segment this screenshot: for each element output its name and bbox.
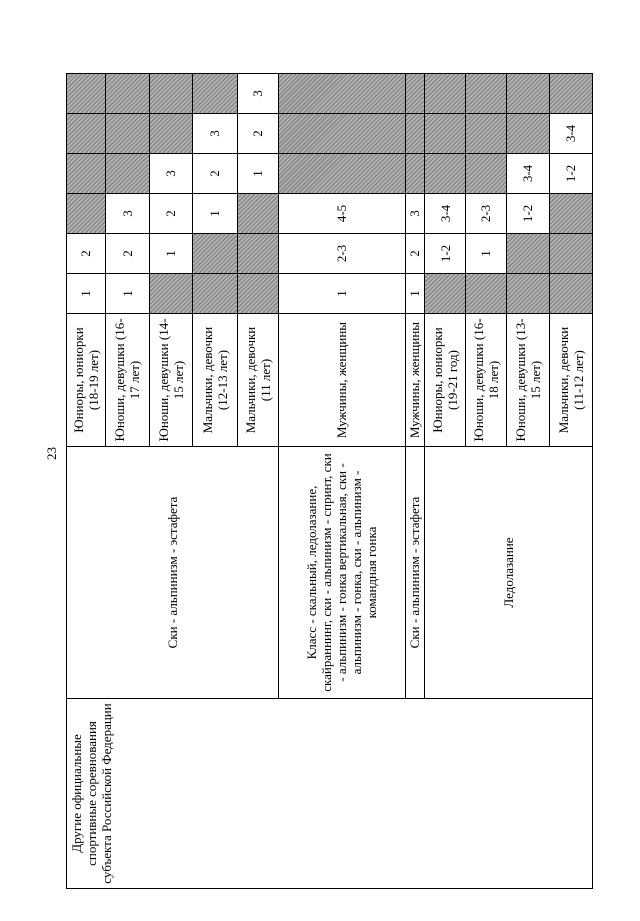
rank-cell-shaded (425, 74, 466, 114)
rank-cell-shaded (405, 154, 424, 194)
rank-cell: 2 (105, 234, 149, 274)
group-cell: Мужчины, женщины (278, 314, 405, 447)
rank-cell-shaded (466, 114, 507, 154)
rank-cell-shaded (238, 194, 279, 234)
rank-cell-shaded (278, 114, 405, 154)
rank-cell: 2 (149, 194, 192, 234)
rank-cell: 2 (192, 154, 237, 194)
rank-cell-shaded (506, 274, 549, 314)
rank-cell-shaded (549, 274, 592, 314)
rank-cell: 3-4 (549, 114, 592, 154)
ranks-table (66, 73, 593, 889)
rank-cell: 3 (105, 194, 149, 234)
rank-cell-shaded (67, 194, 106, 234)
rank-cell-shaded (466, 154, 507, 194)
rank-cell-shaded (67, 74, 106, 114)
page-number: 23 (44, 447, 59, 460)
rank-cell-shaded (149, 74, 192, 114)
table-row (67, 74, 106, 889)
rank-cell: 1 (149, 234, 192, 274)
rank-cell: 3 (405, 194, 424, 234)
rank-cell-shaded (67, 154, 106, 194)
group-cell: Мужчины, женщины (405, 314, 424, 447)
rank-cell-shaded (278, 74, 405, 114)
rank-cell-shaded (506, 74, 549, 114)
rank-cell-shaded (149, 274, 192, 314)
rank-cell-shaded (425, 114, 466, 154)
rank-cell-shaded (405, 74, 424, 114)
discipline-cell: Ски - альпинизм - эстафета (67, 447, 279, 699)
rank-cell: 2-3 (278, 234, 405, 274)
rank-cell: 1 (278, 274, 405, 314)
rank-cell-shaded (105, 74, 149, 114)
group-cell: Мальчики, девочки (11-12 лет) (549, 314, 592, 447)
rank-cell-shaded (192, 74, 237, 114)
rank-cell-shaded (425, 154, 466, 194)
group-cell: Юноши, девушки (14-15 лет) (149, 314, 192, 447)
rank-cell-shaded (192, 274, 237, 314)
group-cell: Юноши, девушки (16-18 лет) (466, 314, 507, 447)
discipline-cell: Класс - скальный, ледолазание, скайраннинг, ски - альпинизм - спринт, ски - альпинизм - гонка вертикальная, ски - альпинизм - гонка, ски - альпинизм - командная гонка (278, 447, 405, 699)
rank-cell: 3-4 (425, 194, 466, 234)
discipline-cell: Ски - альпинизм - эстафета (405, 447, 424, 699)
discipline-cell: Ледолазание (425, 447, 593, 699)
rank-cell-shaded (549, 234, 592, 274)
group-cell: Юноши, девушки (13-15 лет) (506, 314, 549, 447)
rotated-table-wrapper (66, 74, 593, 889)
rank-cell: 2 (238, 114, 279, 154)
rank-cell-shaded (466, 274, 507, 314)
rank-cell-shaded (466, 74, 507, 114)
rank-cell: 1 (192, 194, 237, 234)
rank-cell-shaded (149, 114, 192, 154)
rank-cell-shaded (67, 114, 106, 154)
rank-cell-shaded (105, 114, 149, 154)
rank-cell: 1 (405, 274, 424, 314)
rank-cell: 1-2 (425, 234, 466, 274)
rank-cell: 1 (105, 274, 149, 314)
rank-cell: 3 (238, 74, 279, 114)
rank-cell-shaded (278, 154, 405, 194)
group-cell: Юниоры, юниорки (18-19 лет) (67, 314, 106, 447)
rank-cell: 2 (405, 234, 424, 274)
rank-cell: 1-2 (549, 154, 592, 194)
group-cell: Мальчики, девочки (11 лет) (238, 314, 279, 447)
group-cell: Юноши, девушки (16-17 лет) (105, 314, 149, 447)
rank-cell-shaded (238, 274, 279, 314)
rank-cell: 4-5 (278, 194, 405, 234)
rank-cell-shaded (405, 114, 424, 154)
rank-cell-shaded (425, 274, 466, 314)
rank-cell: 1-2 (506, 194, 549, 234)
rank-cell-shaded (549, 74, 592, 114)
rank-cell: 3 (192, 114, 237, 154)
rank-cell: 1 (67, 274, 106, 314)
rank-cell-shaded (192, 234, 237, 274)
category-cell: Другие официальные спортивные соревнования субъекта Российской Федерации (67, 699, 593, 889)
rank-cell-shaded (105, 154, 149, 194)
rank-cell: 3-4 (506, 154, 549, 194)
rank-cell: 1 (466, 234, 507, 274)
rank-cell-shaded (238, 234, 279, 274)
group-cell: Юниоры, юниорки (19-21 год) (425, 314, 466, 447)
rank-cell: 3 (149, 154, 192, 194)
rank-cell: 2 (67, 234, 106, 274)
group-cell: Мальчики, девочки (12-13 лет) (192, 314, 237, 447)
rank-cell-shaded (549, 194, 592, 234)
rank-cell: 1 (238, 154, 279, 194)
rank-cell-shaded (506, 114, 549, 154)
rank-cell: 2-3 (466, 194, 507, 234)
rank-cell-shaded (506, 234, 549, 274)
